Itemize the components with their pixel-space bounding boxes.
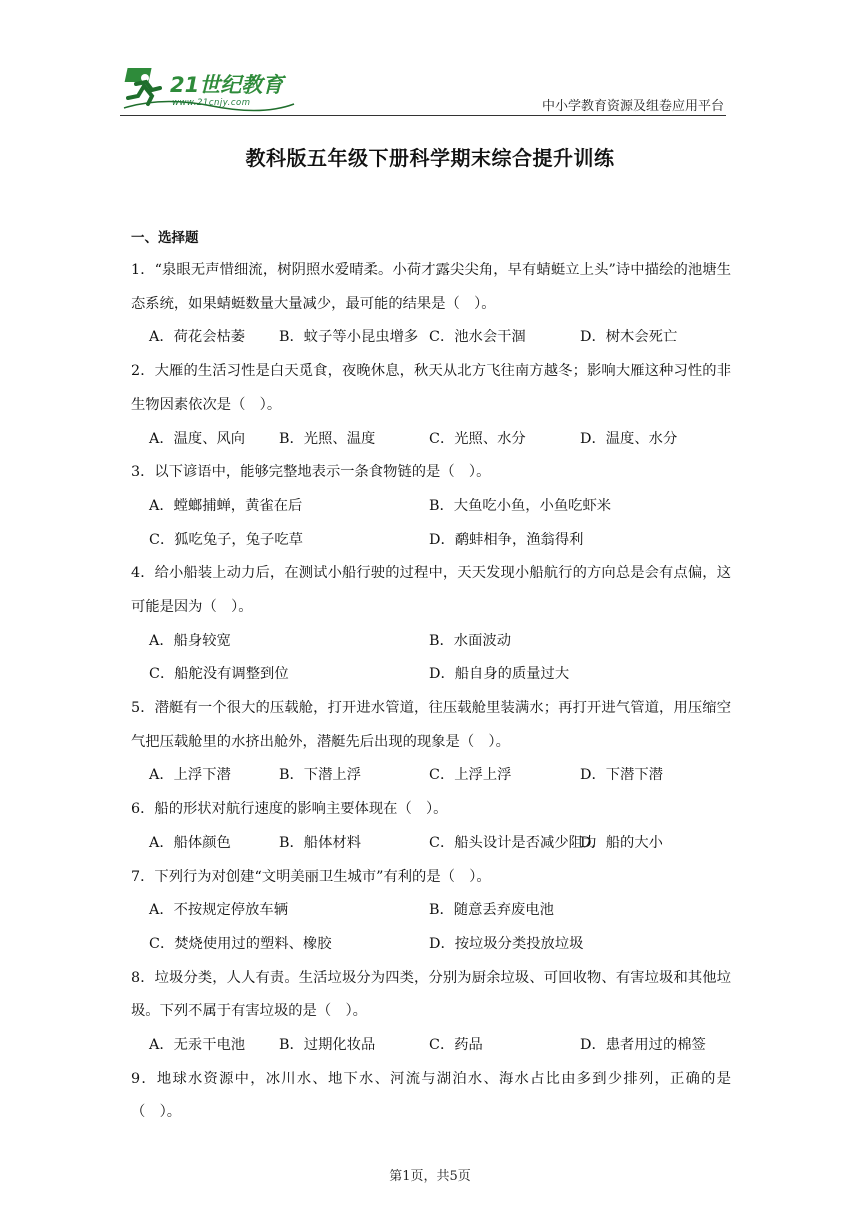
section-heading: 一、选择题 (131, 230, 199, 246)
platform-tagline: 中小学教育资源及组卷应用平台 (541, 99, 724, 114)
question-stem: 3．以下谚语中，能够完整地表示一条食物链的是（ ）。 (131, 464, 491, 481)
question-stem: 6．船的形状对航行速度的影响主要体现在（ ）。 (131, 801, 448, 818)
answer-option: A．船身较宽 (149, 632, 231, 649)
answer-option: D．鹬蚌相争，渔翁得利 (429, 531, 584, 548)
answer-option: B．光照、温度 (279, 430, 376, 447)
page-header (120, 62, 726, 118)
question-stem: 8．垃圾分类，人人有责。生活垃圾分为四类，分别为厨余垃圾、可回收物、有害垃圾和其他垃圾。下列不属于有害垃圾的是（ ）。 (131, 969, 731, 1020)
answer-option: A．不按规定停放车辆 (149, 902, 288, 919)
svg-text:21世纪教育: 21世纪教育 (170, 73, 284, 97)
answer-option: C．船头设计是否减少阻力 (429, 834, 598, 851)
option-row (131, 1029, 731, 1063)
option-row (131, 490, 731, 524)
answer-option: A．船体颜色 (149, 834, 231, 851)
answer-option: B．水面波动 (429, 632, 511, 649)
question-stem: 9．地球水资源中，冰川水、地下水、河流与湖泊水、海水占比由多到少排列，正确的是（ ）。 (131, 1070, 731, 1121)
logo (122, 66, 297, 112)
answer-option: C．池水会干涸 (429, 329, 526, 346)
question-stem: 7．下列行为对创建“文明美丽卫生城市”有利的是（ ）。 (131, 868, 491, 885)
answer-option: C．船舵没有调整到位 (149, 666, 289, 683)
answer-option: A．无汞干电池 (149, 1037, 246, 1054)
option-row (131, 321, 731, 355)
answer-option: B．过期化妆品 (279, 1037, 376, 1054)
option-row (131, 524, 731, 558)
answer-option: A．荷花会枯萎 (149, 329, 246, 346)
answer-option: B．大鱼吃小鱼，小鱼吃虾米 (429, 497, 612, 514)
answer-option: B．随意丢弃废电池 (429, 902, 554, 919)
answer-option: B．蚊子等小昆虫增多 (279, 329, 419, 346)
answer-option: A．螳螂捕蝉，黄雀在后 (149, 497, 303, 514)
answer-option: C．狐吃兔子，兔子吃草 (149, 531, 303, 548)
question-stem: 2．大雁的生活习性是白天觅食，夜晚休息，秋天从北方飞往南方越冬；影响大雁这种习性的非生物因素依次是（ ）。 (131, 363, 731, 413)
answer-option: B．船体材料 (279, 834, 361, 851)
answer-option: D．温度、水分 (580, 430, 678, 447)
answer-option: D．树木会死亡 (580, 329, 678, 346)
answer-option: D．船自身的质量过大 (429, 666, 570, 683)
answer-option: A．温度、风向 (149, 430, 246, 447)
answer-option: D．船的大小 (580, 834, 663, 851)
option-row (131, 423, 731, 457)
option-row (131, 928, 731, 962)
answer-option: C．焚烧使用过的塑料、橡胶 (149, 935, 332, 952)
question-list (131, 254, 731, 1130)
page-footer: 第1页，共5页 (389, 1169, 471, 1184)
answer-option: A．上浮下潜 (149, 767, 231, 784)
option-row (131, 759, 731, 793)
question-stem: 5．潜艇有一个很大的压载舱，打开进水管道，往压载舱里装满水；再打开进气管道，用压缩空气把压载舱里的水挤出舱外，潜艇先后出现的现象是（ ）。 (131, 700, 731, 750)
answer-option: D．患者用过的棉签 (580, 1037, 706, 1054)
answer-option: C．上浮上浮 (429, 767, 512, 784)
page-title: 教科版五年级下册科学期末综合提升训练 (245, 146, 615, 170)
logo-site-url: www.21cnjy.com (172, 98, 251, 108)
option-row (131, 827, 731, 861)
option-row (131, 894, 731, 928)
answer-option: C．药品 (429, 1037, 483, 1054)
question-stem: 1．“泉眼无声惜细流，树阴照水爱晴柔。小荷才露尖尖角，早有蜻蜓立上头”诗中描绘的池塘生态系统，如果蜻蜓数量大量减少，最可能的结果是（ ）。 (131, 262, 731, 312)
option-row (131, 658, 731, 692)
header-divider (120, 115, 726, 116)
question-stem: 4．给小船装上动力后，在测试小船行驶的过程中，天天发现小船航行的方向总是会有点偏，这可能是因为（ ）。 (131, 565, 731, 615)
answer-option: D．按垃圾分类投放垃圾 (429, 935, 584, 952)
option-row (131, 625, 731, 659)
answer-option: C．光照、水分 (429, 430, 526, 447)
answer-option: D．下潜下潜 (580, 767, 663, 784)
answer-option: B．下潜上浮 (279, 767, 361, 784)
